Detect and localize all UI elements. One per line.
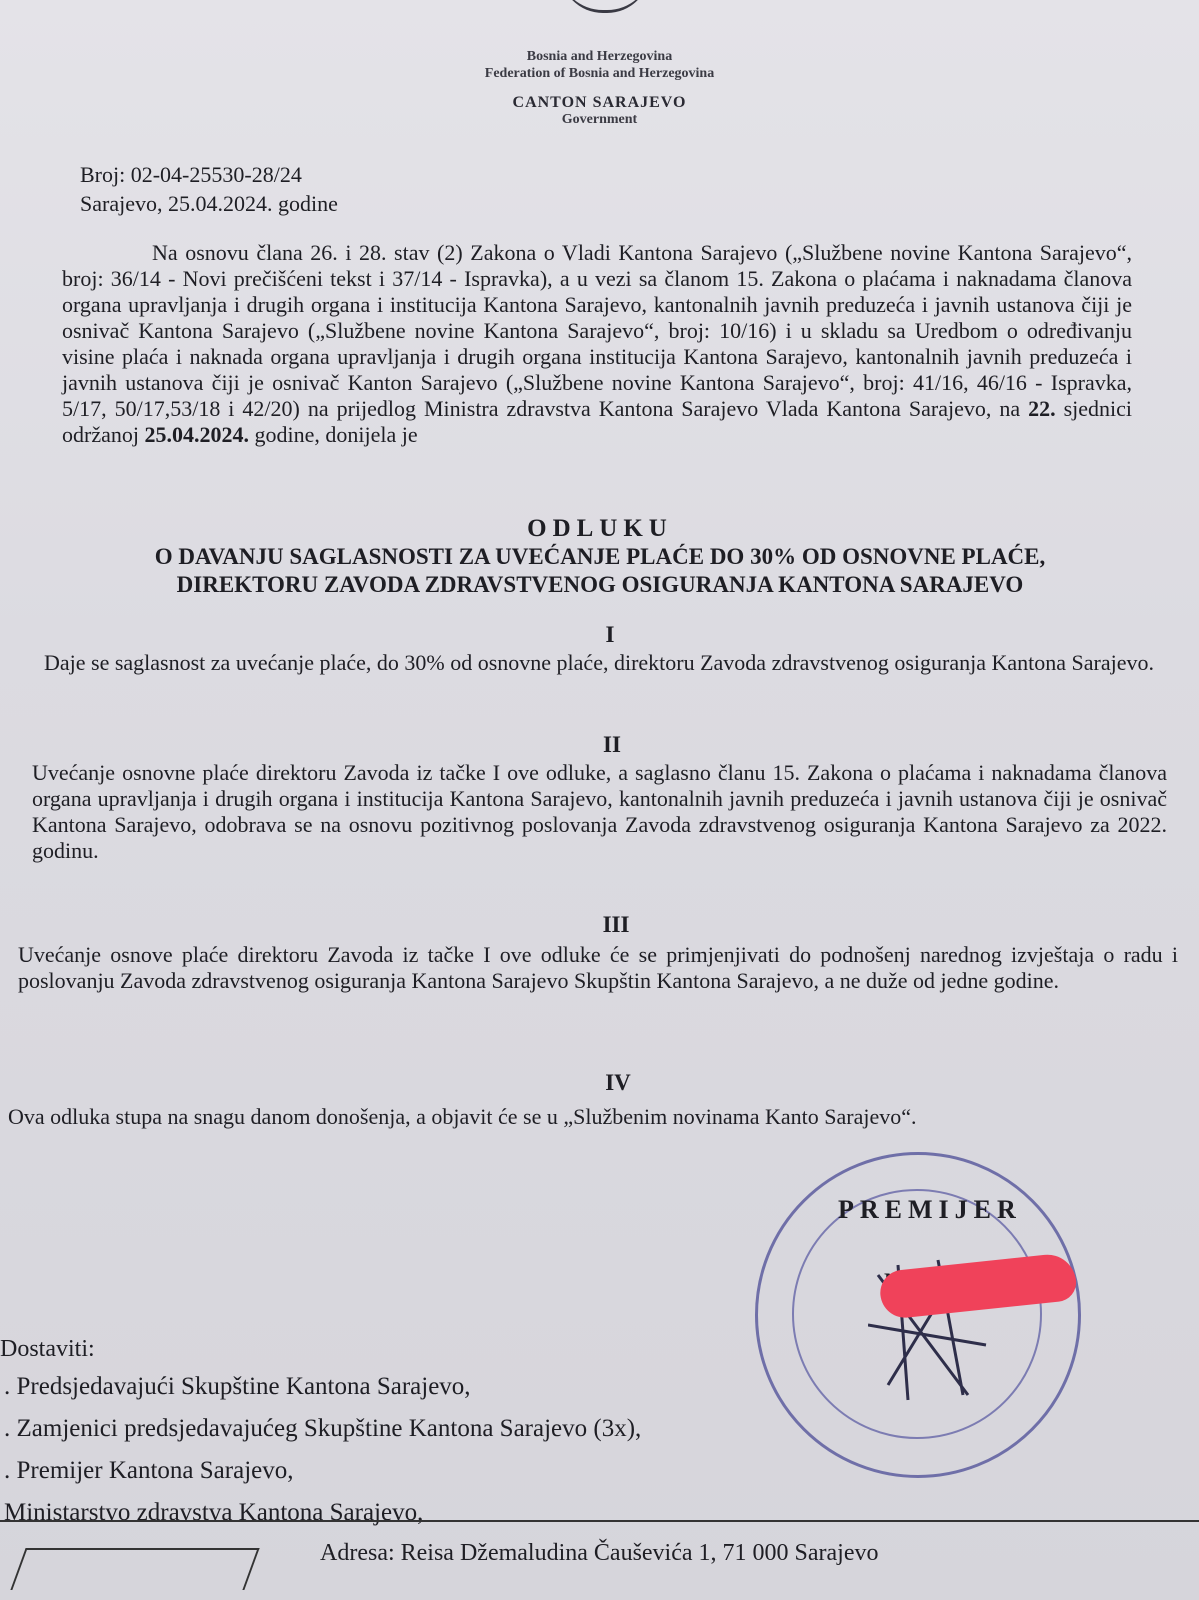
footer-divider <box>0 1520 1199 1522</box>
session-date: 25.04.2024. <box>144 422 249 447</box>
footer-logo-frame <box>10 1548 259 1590</box>
title-word: ODLUKU <box>527 515 673 542</box>
distribution-heading: Dostaviti: <box>0 1336 95 1362</box>
letterhead-federation: Federation of Bosnia and Herzegovina <box>484 66 715 81</box>
article-number-3: III <box>602 912 630 937</box>
list-item: . Zamjenici predsjedavajućeg Skupštine Kantona Sarajevo (3x), <box>4 1415 642 1442</box>
coat-of-arms-icon <box>560 0 650 13</box>
session-number: 22. <box>1028 396 1056 421</box>
letterhead-country: Bosnia and Herzegovina <box>526 49 673 64</box>
intro-end: godine, donijela je <box>254 422 418 447</box>
intro-paragraph <box>62 240 1132 448</box>
reference-place-date: Sarajevo, 25.04.2024. godine <box>80 191 338 216</box>
article-text-1: Daje se saglasnost za uvećanje plaće, do 30% od osnovne plaće, direktoru Zavoda zdravstvenog osiguranja Kantona Sarajevo. <box>44 650 1155 675</box>
document-reference <box>80 160 338 218</box>
article-number-1: I <box>605 622 615 647</box>
list-item: . Premijer Kantona Sarajevo, <box>4 1457 294 1484</box>
article-text-3: Uvećanje osnove plaće direktoru Zavoda iz tačke I ove odluke će se primjenjivati do podnošenj narednog izvještaja o radu i poslovanju Zavoda zdravstvenog osiguranja Kantona Sarajevo Skupštin Kantona Sarajevo, a ne duže od jedne godine. <box>18 942 1178 993</box>
list-item: Ministarstvo zdravstva Kantona Sarajevo, <box>4 1499 424 1526</box>
letterhead-canton: CANTON SARAJEVO <box>512 94 687 111</box>
reference-number: Broj: 02-04-25530-28/24 <box>80 162 302 187</box>
article-text-2: Uvećanje osnovne plaće direktoru Zavoda iz tačke I ove odluke, a saglasno članu 15. Zakona o plaćama i naknadama članova organa upravljanja i drugih organa i institucija Kantona Sarajevo, kantonalnih javnih preduzeća i javnih ustanova čiji je osnivač Kantona Sarajevo, odobrava se na osnovu pozitivnog poslovanja Zavoda zdravstvenog osiguranja Kantona Sarajevo za 2022. godinu. <box>32 760 1167 863</box>
title-line-1: O DAVANJU SAGLASNOSTI ZA UVEĆANJE PLAĆE DO 30% OD OSNOVNE PLAĆE, <box>154 544 1046 569</box>
title-line-2: DIREKTORU ZAVODA ZDRAVSTVENOG OSIGURANJA KANTONA SARAJEVO <box>176 572 1024 597</box>
signatory-title: PREMIJER <box>838 1195 1022 1224</box>
decision-title <box>60 515 1140 599</box>
intro-middle: sjednici održanoj <box>62 396 1132 447</box>
article-number-4: IV <box>605 1070 631 1095</box>
article-number-2: II <box>603 732 621 757</box>
intro-text: Na osnovu člana 26. i 28. stav (2) Zakona o Vladi Kantona Sarajevo („Službene novine Kantona Sarajevo“, broj: 36/14 - Novi prečišćeni tekst i 37/14 - Ispravka), a u vezi sa članom 15. Zakona o plaćama i naknadama članova organa upravljanja i drugih organa i institucija Kantona Sarajevo, kantonalnih javnih preduzeća i javnih ustanova čiji je osnivač Kantona Sarajevo („Službene novine Kantona Sarajevo“, broj: 10/16) i u skladu sa Uredbom o određivanju visine plaća i naknada organa upravljanja i drugih organa institucija Kantona Sarajevo, kantonalnih javnih preduzeća i javnih ustanova čiji je osnivač Kanton Sarajevo („Službene novine Kantona Sarajevo“, broj: 41/16, 46/16 - Ispravka, 5/17, 50/17,53/18 i 42/20) na prijedlog Ministra zdravstva Kantona Sarajevo Vlada Kantona Sarajevo, na <box>62 240 1132 421</box>
list-item: . Predsjedavajući Skupštine Kantona Sarajevo, <box>4 1373 471 1400</box>
article-text-4: Ova odluka stupa na snagu danom donošenja, a objavit će se u „Službenim novinama Kanto Sarajevo“. <box>8 1104 917 1129</box>
footer-address: Adresa: Reisa Džemaludina Čauševića 1, 71 000 Sarajevo <box>320 1540 879 1566</box>
letterhead-government: Government <box>561 112 638 127</box>
distribution-list <box>4 1366 641 1534</box>
letterhead <box>0 48 1199 128</box>
